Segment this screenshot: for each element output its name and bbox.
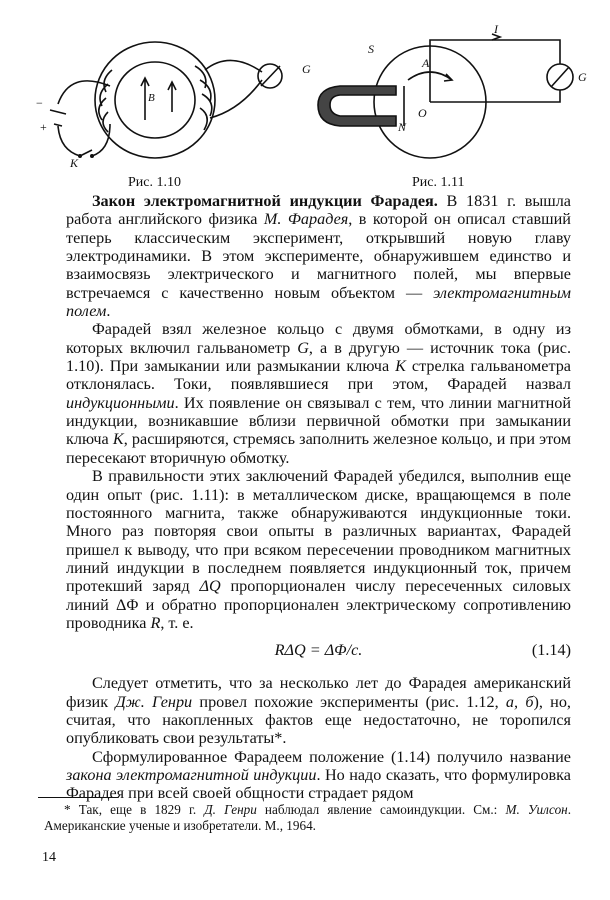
- p2-term: индукционными: [66, 393, 175, 412]
- p2-text-d: . Их появление он связывал с тем, что линии магнитной индукции, возникавшие вблизи первичной обмотки при замыкании ключа: [66, 393, 571, 449]
- footnote-text-a: * Так, еще в 1829 г.: [64, 802, 205, 817]
- fig10-minus-label: −: [36, 96, 43, 110]
- equation-1-14: [66, 641, 571, 663]
- fig11-n-label: N: [398, 120, 407, 134]
- p2-g: G: [297, 338, 309, 357]
- p2-text-e: , расширяются, стремясь заполнить железное кольцо, и при этом пересекают вторичную обмотку.: [66, 430, 571, 467]
- horseshoe-magnet: [318, 86, 396, 126]
- paragraph-4: [66, 674, 571, 747]
- body-text: [66, 192, 571, 803]
- fig10-caption: Рис. 1.10: [128, 175, 181, 190]
- p2-text-b: , а в другую — источник тока (рис. 1.10). При замыкании или размыкании ключа: [66, 338, 571, 376]
- p4-henry-name: Дж. Генри: [115, 692, 193, 711]
- p4-text-b: провел похожие эксперименты (рис. 1.12,: [192, 692, 506, 711]
- figure-1-10-diagram: [0, 0, 610, 200]
- fig10-k-label: K: [70, 156, 79, 170]
- p5-term: закона электромагнитной индукции: [66, 765, 317, 784]
- p2-k2: K: [112, 430, 124, 449]
- p2-text-c: стрелка гальванометра отклонялась. Токи, появлявшиеся при этом, Фарадей назвал: [66, 357, 571, 394]
- footnote-henry: Д. Генри: [204, 802, 257, 817]
- paragraph-5: [66, 748, 571, 803]
- p4-ab: а, б: [505, 692, 534, 711]
- p1-term: электромагнитным полем: [66, 283, 571, 321]
- fig10-b-label: B: [148, 92, 155, 104]
- footnote-rule: [38, 797, 118, 798]
- footnote-author: М. Уилсон: [505, 802, 568, 817]
- footnote: [44, 802, 571, 834]
- fig10-g-label: G: [302, 62, 311, 76]
- p5-text-a: Сформулированное Фарадеем положение (1.14) получило название: [92, 747, 571, 766]
- p1-text-c: .: [106, 302, 111, 321]
- p3-r: R: [150, 613, 161, 632]
- iron-ring-inner: [115, 62, 195, 138]
- fig11-o-label: O: [418, 106, 427, 120]
- fig11-s-label: S: [368, 42, 374, 56]
- section-title: Закон электромагнитной индукции Фарадея.: [92, 192, 438, 210]
- p2-text-a: Фарадей взял железное кольцо с двумя обмотками, в одну из которых включил гальванометр: [66, 320, 571, 357]
- p1-text-b: , в которой он описал ставший теперь классическим эксперимент, открывший новую главу электродинамики. В этом эксперименте, обнаружившем единство и взаимосвязь электрического и магнитного полей, мы впервые встречаемся с качественно новым объектом —: [66, 210, 571, 302]
- iron-ring-outer: [95, 42, 215, 158]
- p3-text-a: В правильности этих заключений Фарадей убедился, выполнив еще один опыт (рис. 1.11): в металлическом диске, вращающемся в поле постоянного магнита, также обнаруживаются индукционные токи. Много раз повторяя свои опыты в различных вариантах, Фарадей пришел к выводу, что при всяком пересечении проводником магнитных линий индукции в последнем появляется индукционный ток, причем протекший заряд: [66, 467, 571, 596]
- p1-faraday-name: М. Фарадея: [263, 210, 349, 229]
- fig11-i-label: I: [494, 22, 498, 36]
- p4-text-a: Следует отметить, что за несколько лет до Фарадея американский физик: [66, 674, 571, 711]
- equation-number: (1.14): [531, 641, 571, 660]
- p2-k: K: [395, 357, 406, 376]
- paragraph-2: [66, 320, 571, 467]
- paragraph-1: [66, 192, 571, 320]
- equation-formula: RΔQ = ΔΦ/c.: [274, 641, 363, 660]
- fig11-a-label: A: [422, 56, 430, 70]
- footnote-text-c: . Американские ученые и изобретатели. М., 1964.: [44, 802, 572, 833]
- p5-text-b: . Но надо сказать, что формулировка Фарадея при всей своей общности страдает рядом: [66, 765, 571, 803]
- p1-text-a: В 1831 г. вышла работа английского физика: [66, 192, 571, 229]
- fig11-g-label: G: [578, 70, 587, 84]
- p4-text-c: ), но, считая, что накопленных фактов еще недостаточно, не торопился опубликовать свои результаты*.: [66, 692, 571, 748]
- page-number: 14: [42, 850, 56, 865]
- p3-text-c: , т. е.: [160, 613, 194, 632]
- fig10-plus-label: +: [40, 120, 47, 134]
- p3-text-b: пропорционален числу пересеченных силовых линий ΔΦ и обратно пропорционален электрическому сопротивлению проводника: [66, 577, 571, 632]
- figures-area: [0, 0, 610, 200]
- paragraph-3: [66, 467, 571, 632]
- p3-dq: ΔQ: [199, 577, 221, 596]
- fig11-caption: Рис. 1.11: [412, 175, 465, 190]
- footnote-text-b: наблюдал явление самоиндукции. См.:: [256, 802, 506, 817]
